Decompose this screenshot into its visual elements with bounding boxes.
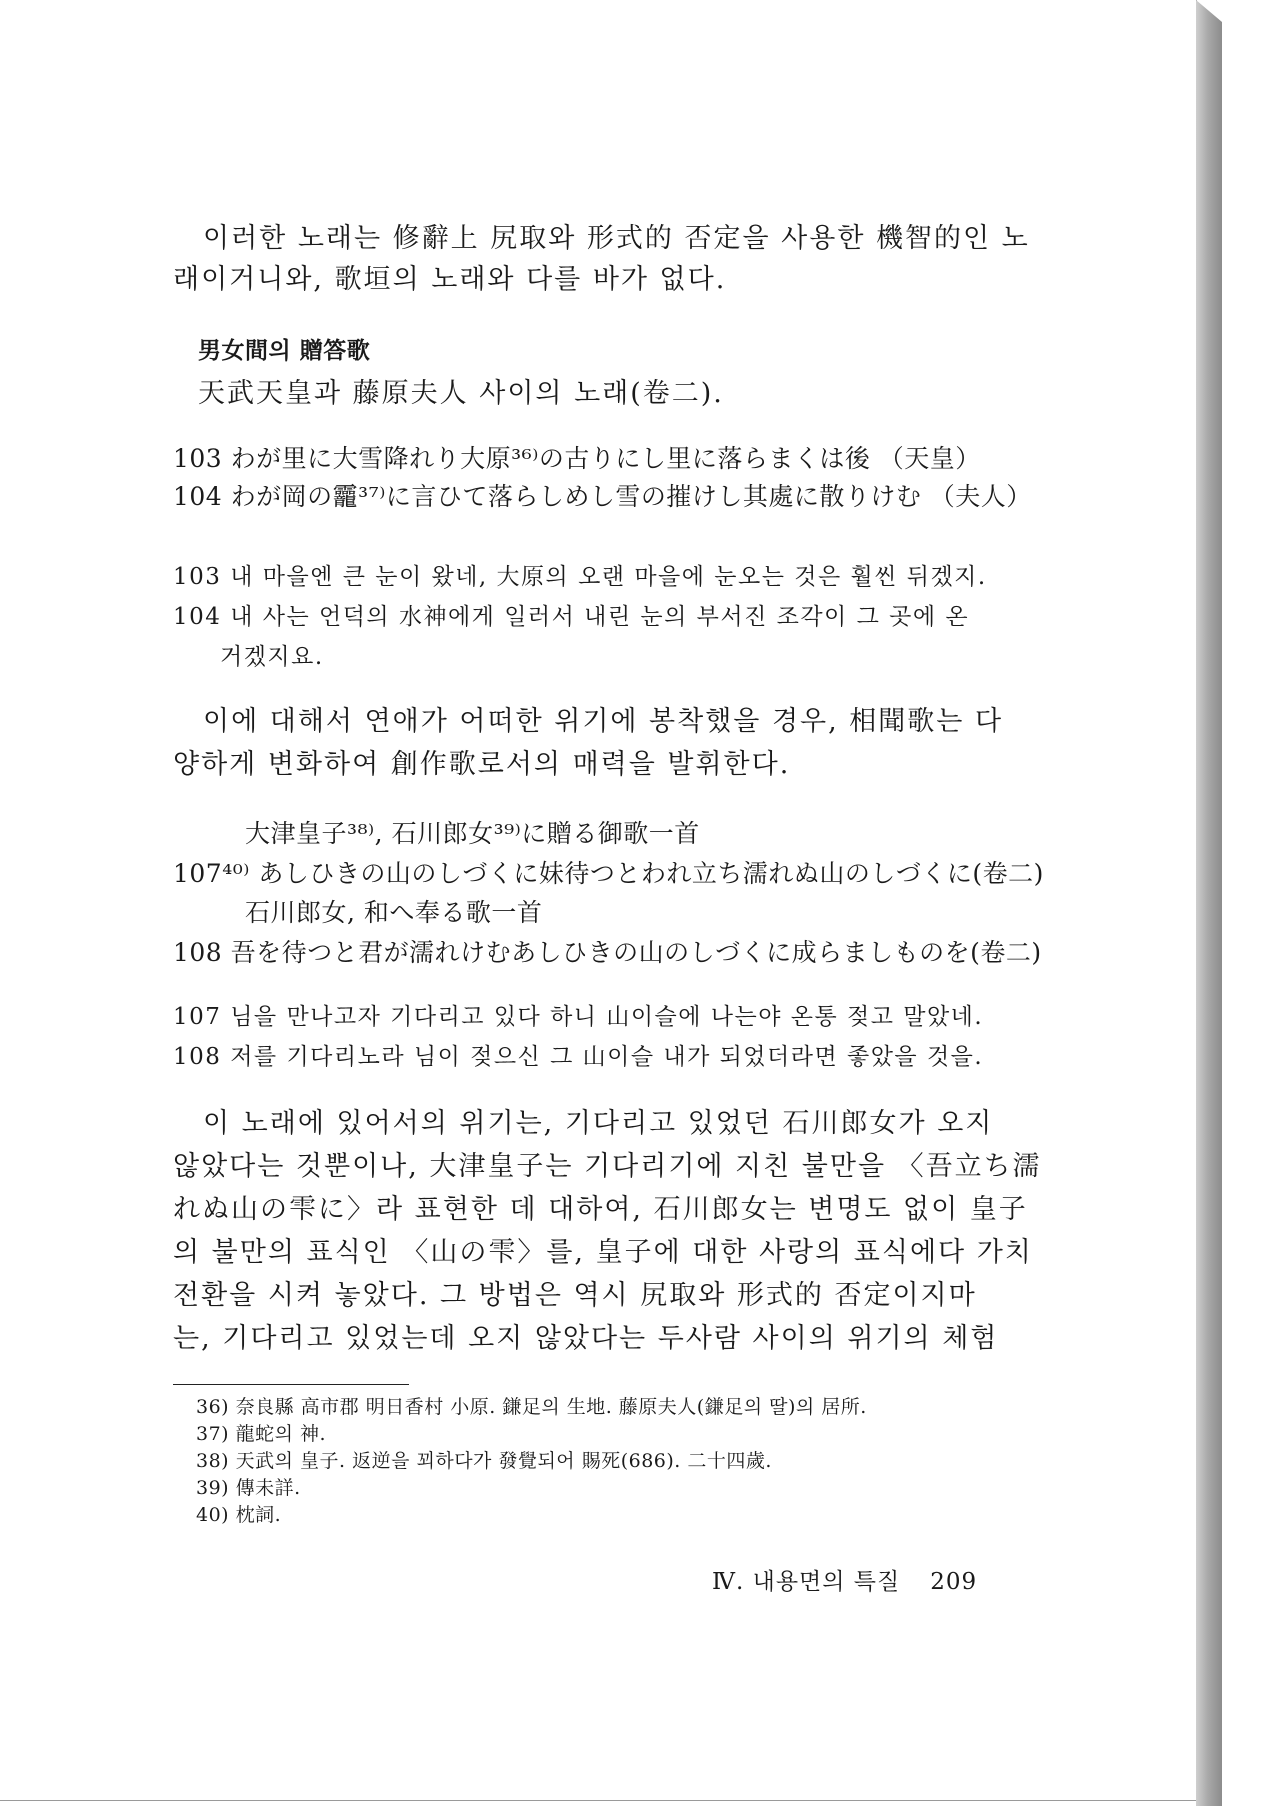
running-footer bbox=[712, 1563, 977, 1596]
paragraph-line: 이에 대해서 연애가 어떠한 위기에 봉착했을 경우, 相聞歌는 다 bbox=[203, 706, 1004, 737]
paragraph-line: 이 노래에 있어서의 위기는, 기다리고 있었던 石川郎女가 오지 bbox=[203, 1108, 994, 1139]
paragraph-line: 의 불만의 표식인 〈山の雫〉를, 皇子에 대한 사랑의 표식에다 가치 bbox=[173, 1237, 1033, 1268]
poem-heading: 大津皇子³⁸⁾, 石川郎女³⁹⁾に贈る御歌一首 bbox=[245, 819, 700, 848]
paragraph-line: 않았다는 것뿐이나, 大津皇子는 기다리기에 지친 불만을 〈吾立ち濡 bbox=[173, 1151, 1042, 1182]
translation-line: 거겠지요. bbox=[220, 644, 324, 670]
paragraph-line: れぬ山の雫に〉라 표현한 데 대하여, 石川郎女는 변명도 없이 皇子 bbox=[173, 1194, 1028, 1225]
page-number: 209 bbox=[930, 1569, 978, 1595]
footnote: 40) 枕詞. bbox=[196, 1504, 282, 1526]
poem-line: 103 わが里に大雪降れり大原³⁶⁾の古りにし里に落らまくは後 （天皇） bbox=[173, 444, 981, 473]
chapter-title: Ⅳ. 내용면의 특질 bbox=[712, 1569, 901, 1595]
translation-line: 103 내 마을엔 큰 눈이 왔네, 大原의 오랜 마을에 눈오는 것은 훨씬 뒤겠지. bbox=[173, 564, 987, 590]
paragraph-line: 이러한 노래는 修辭上 尻取와 形式的 否定을 사용한 機智的인 노 bbox=[203, 223, 1030, 254]
translation-line: 104 내 사는 언덕의 水神에게 일러서 내린 눈의 부서진 조각이 그 곳에 온 bbox=[173, 604, 970, 630]
paragraph-line: 전환을 시켜 놓았다. 그 방법은 역시 尻取와 形式的 否定이지마 bbox=[173, 1280, 977, 1311]
poem-line: 104 わが岡の龗³⁷⁾に言ひて落らしめし雪の摧けし其處に散りけむ （夫人） bbox=[173, 482, 1032, 511]
footnote-rule bbox=[173, 1384, 409, 1385]
footnote: 36) 奈良縣 高市郡 明日香村 小原. 鎌足의 生地. 藤原夫人(鎌足의 딸)의 居所. bbox=[196, 1396, 867, 1418]
poem-heading: 石川郎女, 和へ奉る歌一首 bbox=[245, 898, 543, 927]
paragraph-line: 양하게 변화하여 創作歌로서의 매력을 발휘한다. bbox=[173, 749, 791, 780]
footnote: 39) 傳未詳. bbox=[196, 1477, 301, 1499]
section-subheading: 天武天皇과 藤原夫人 사이의 노래(卷二). bbox=[198, 378, 724, 409]
poem-line: 107⁴⁰⁾ あしひきの山のしづくに妹待つとわれ立ち濡れぬ山のしづくに(卷二) bbox=[173, 859, 1044, 888]
footnote: 38) 天武의 皇子. 返逆을 꾀하다가 發覺되어 賜死(686). 二十四歲. bbox=[196, 1450, 772, 1472]
section-heading: 男女間의 贈答歌 bbox=[198, 337, 371, 364]
paragraph-line: 는, 기다리고 있었는데 오지 않았다는 두사람 사이의 위기의 체험 bbox=[173, 1323, 999, 1354]
translation-line: 107 님을 만나고자 기다리고 있다 하니 山이슬에 나는야 온통 젖고 말았네. bbox=[173, 1004, 984, 1030]
footnote: 37) 龍蛇의 神. bbox=[196, 1423, 327, 1445]
translation-line: 108 저를 기다리노라 님이 젖으신 그 山이슬 내가 되었더라면 좋았을 것을. bbox=[173, 1044, 984, 1070]
poem-line: 108 吾を待つと君が濡れけむあしひきの山のしづくに成らましものを(卷二) bbox=[173, 938, 1042, 967]
page-edge bbox=[1196, 0, 1222, 1806]
paragraph-line: 래이거니와, 歌垣의 노래와 다를 바가 없다. bbox=[173, 264, 727, 295]
